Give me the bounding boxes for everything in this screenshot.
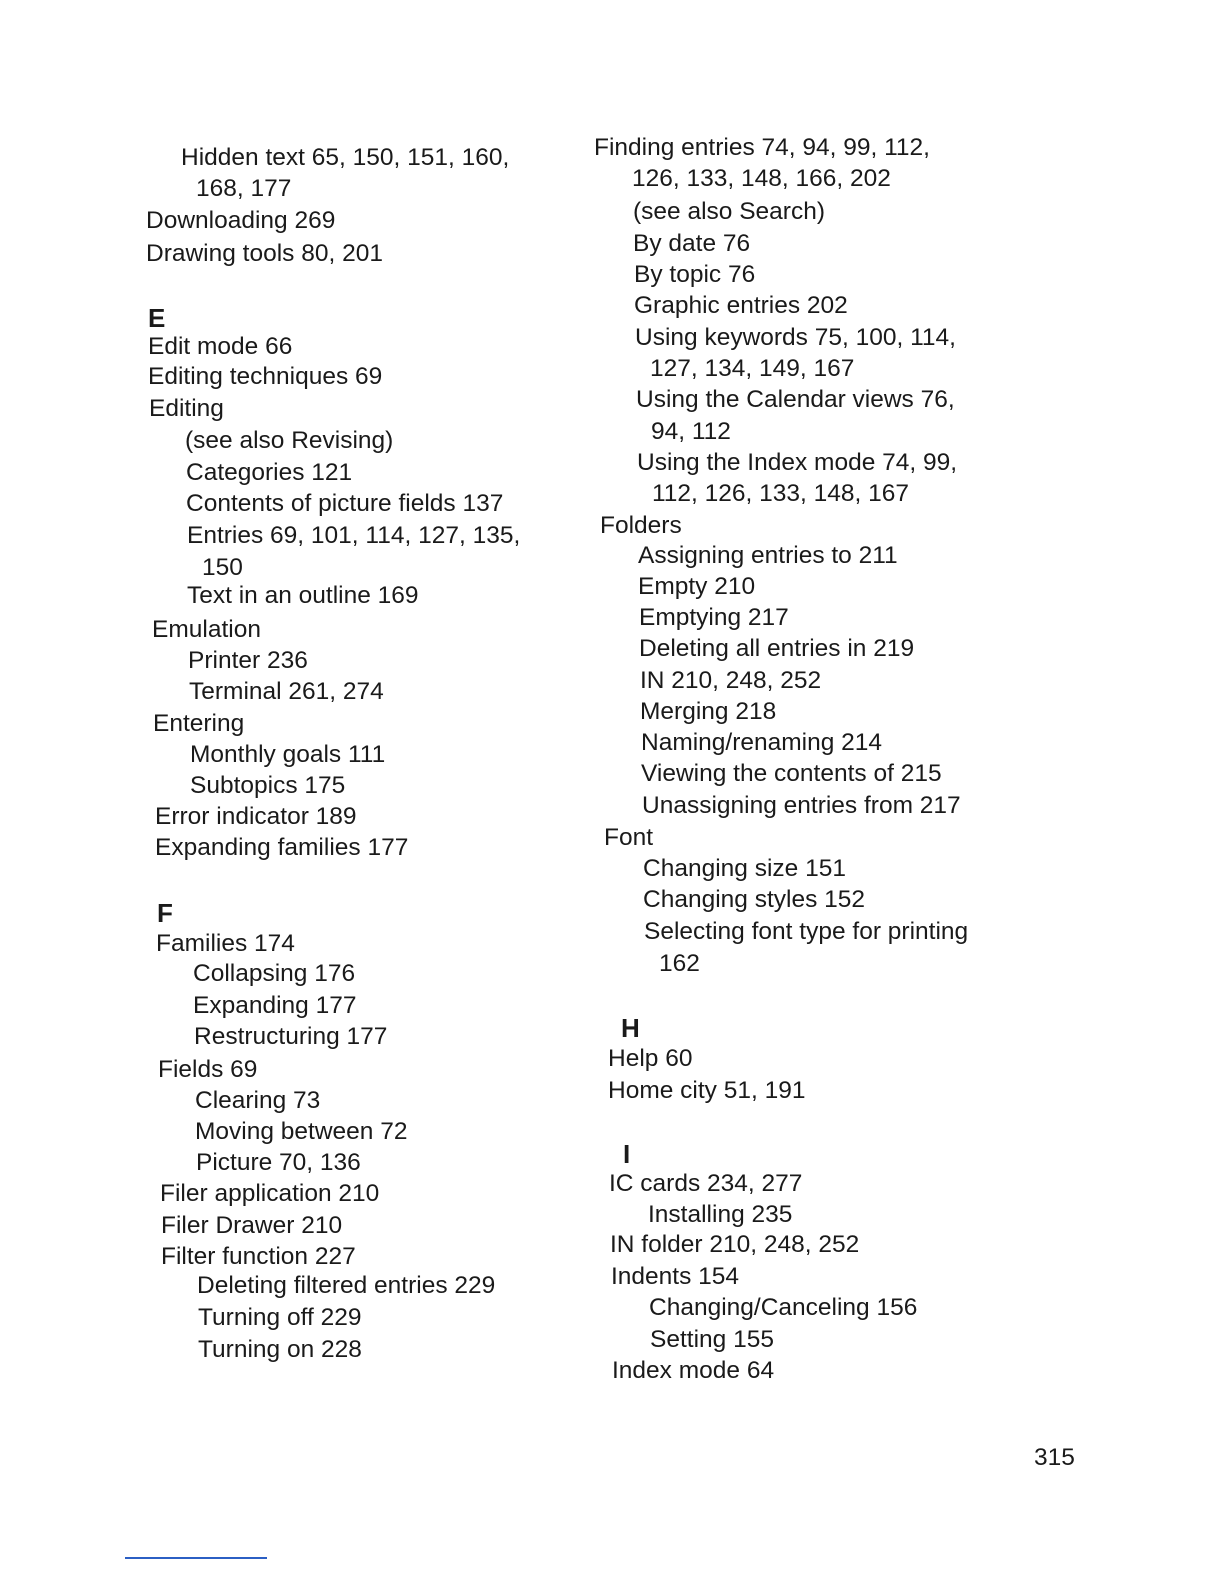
- index-entry: Home city 51, 191: [608, 1077, 806, 1104]
- index-continuation: 94, 112: [651, 418, 731, 445]
- index-entry: Families 174: [156, 930, 295, 957]
- index-subentry: By topic 76: [634, 261, 756, 288]
- index-entry: Index mode 64: [612, 1357, 775, 1384]
- index-subentry: Using the Calendar views 76,: [636, 386, 955, 413]
- section-letter: H: [621, 1013, 640, 1043]
- index-entry: IC cards 234, 277: [609, 1170, 803, 1197]
- index-entry: Edit mode 66: [148, 333, 293, 360]
- index-subentry: Setting 155: [650, 1326, 774, 1353]
- index-entry: Drawing tools 80, 201: [146, 240, 383, 267]
- index-continuation: 112, 126, 133, 148, 167: [652, 480, 910, 507]
- index-subentry: Graphic entries 202: [634, 292, 848, 319]
- index-entry: Downloading 269: [146, 207, 336, 234]
- index-subentry: Moving between 72: [195, 1118, 408, 1145]
- index-continuation: 168, 177: [196, 175, 292, 202]
- index-entry: Finding entries 74, 94, 99, 112,: [594, 134, 930, 161]
- index-entry: Error indicator 189: [155, 803, 357, 830]
- index-subentry: Clearing 73: [195, 1087, 321, 1114]
- index-subentry: Installing 235: [648, 1201, 793, 1228]
- index-subentry: Expanding 177: [193, 992, 357, 1019]
- index-subentry: Collapsing 176: [193, 960, 356, 987]
- index-entry: Filer application 210: [160, 1180, 380, 1207]
- index-entry: Entering: [153, 710, 245, 737]
- footer-rule: [125, 1557, 267, 1559]
- index-subentry: Changing/Canceling 156: [649, 1294, 918, 1321]
- index-subentry: Selecting font type for printing: [644, 918, 969, 945]
- index-entry: Fields 69: [158, 1056, 258, 1083]
- index-subentry: Restructuring 177: [194, 1023, 388, 1050]
- index-subentry: Terminal 261, 274: [189, 678, 384, 705]
- index-subentry: Deleting filtered entries 229: [197, 1272, 496, 1299]
- section-letter: F: [157, 898, 173, 928]
- section-letter: I: [623, 1139, 631, 1169]
- index-continuation: 150: [202, 554, 243, 581]
- index-subentry: Using keywords 75, 100, 114,: [635, 324, 956, 351]
- index-subentry: Turning off 229: [198, 1304, 362, 1331]
- index-continuation: 127, 134, 149, 167: [650, 355, 855, 382]
- index-entry: Help 60: [608, 1045, 693, 1072]
- index-subentry: Viewing the contents of 215: [641, 760, 942, 787]
- index-subentry: Emptying 217: [639, 604, 789, 631]
- index-subentry: Deleting all entries in 219: [639, 635, 915, 662]
- index-subentry: Empty 210: [638, 573, 756, 600]
- index-entry: Editing techniques 69: [148, 363, 383, 390]
- index-entry: Expanding families 177: [155, 834, 409, 861]
- index-subentry: Merging 218: [640, 698, 777, 725]
- index-continuation: 162: [659, 950, 700, 977]
- index-entry: Folders: [600, 512, 682, 539]
- index-entry: Editing: [149, 395, 224, 422]
- section-letter: E: [148, 303, 166, 333]
- page-number: 315: [1034, 1444, 1075, 1471]
- index-subentry: Entries 69, 101, 114, 127, 135,: [187, 522, 521, 549]
- index-subentry: (see also Revising): [185, 427, 394, 454]
- index-entry: IN folder 210, 248, 252: [610, 1231, 860, 1258]
- index-subentry: Assigning entries to 211: [638, 542, 898, 569]
- index-subentry: Text in an outline 169: [187, 582, 419, 609]
- index-subentry: By date 76: [633, 230, 751, 257]
- index-subentry: Printer 236: [188, 647, 308, 674]
- index-subentry: Turning on 228: [198, 1336, 362, 1363]
- index-entry: Filer Drawer 210: [161, 1212, 343, 1239]
- index-subentry: IN 210, 248, 252: [640, 667, 822, 694]
- index-subentry: 126, 133, 148, 166, 202: [632, 165, 891, 192]
- index-subentry: Unassigning entries from 217: [642, 792, 961, 819]
- index-subentry: Categories 121: [186, 459, 353, 486]
- index-subentry: Changing styles 152: [643, 886, 866, 913]
- index-subentry: Changing size 151: [643, 855, 846, 882]
- index-entry: Filter function 227: [161, 1243, 356, 1270]
- index-entry: Font: [604, 824, 654, 851]
- index-subentry: (see also Search): [633, 198, 826, 225]
- index-entry: Emulation: [152, 616, 261, 643]
- index-subentry: Monthly goals 111: [190, 741, 386, 768]
- index-subentry: Using the Index mode 74, 99,: [637, 449, 958, 476]
- index-subentry: Naming/renaming 214: [641, 729, 883, 756]
- index-subentry: Contents of picture fields 137: [186, 490, 504, 517]
- index-subentry: Picture 70, 136: [196, 1149, 361, 1176]
- index-entry: Indents 154: [611, 1263, 740, 1290]
- index-subentry: Hidden text 65, 150, 151, 160,: [181, 144, 510, 171]
- index-subentry: Subtopics 175: [190, 772, 346, 799]
